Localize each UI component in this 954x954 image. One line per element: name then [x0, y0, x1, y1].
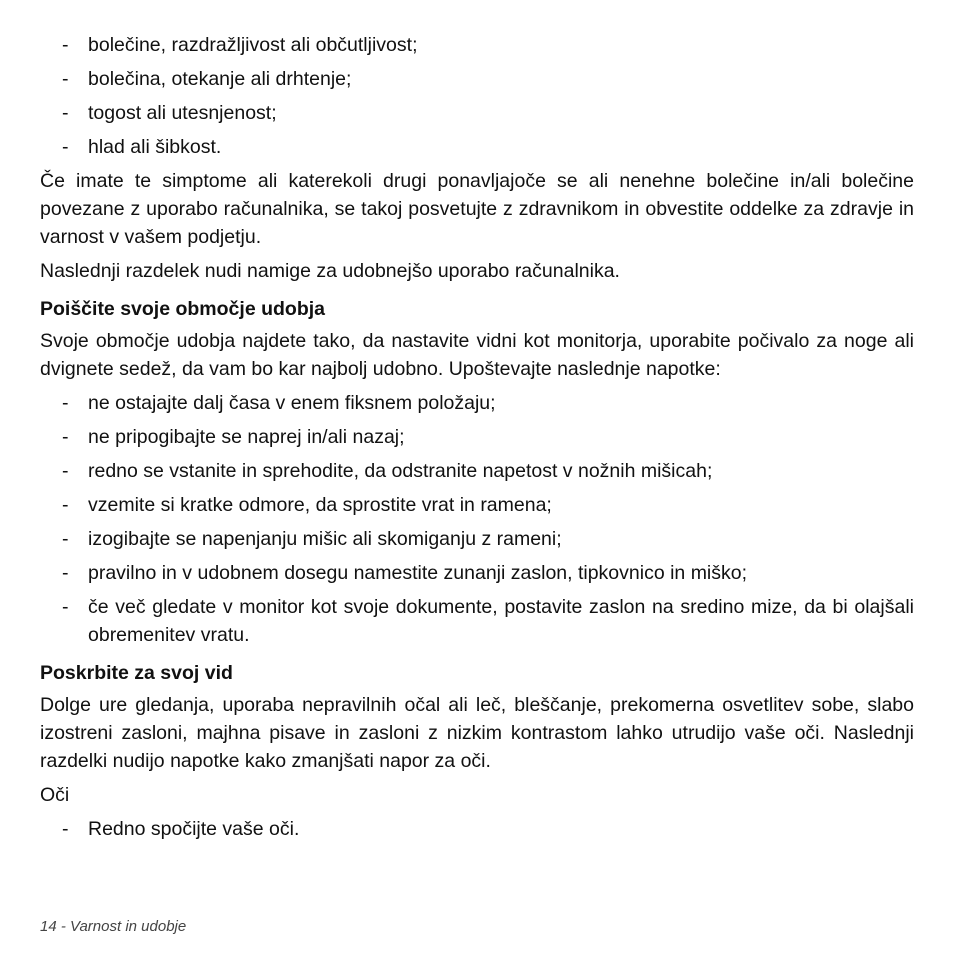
bullet-dash: -	[62, 528, 69, 550]
bullet-dash: -	[62, 426, 69, 448]
bullet-dash: -	[62, 392, 69, 414]
list-item	[40, 65, 914, 93]
list-item	[40, 99, 914, 127]
bullet-dash: -	[62, 34, 69, 56]
bullet-dash: -	[62, 460, 69, 482]
paragraph-vision: Dolge ure gledanja, uporaba nepravilnih očal ali leč, bleščanje, prekomerna osvetlitev sobe, slabo izostreni zasloni, majhna pisave in zasloni z nizkim kontrastom lahko utrudijo vaše oči. Naslednji razdelki nudijo napotke kako zmanjšati napor za oči.	[40, 694, 914, 772]
list-item	[40, 133, 914, 161]
section-heading-vision: Poskrbite za svoj vid	[40, 662, 233, 684]
list-item	[40, 491, 914, 519]
list-item-text: bolečine, razdražljivost ali občutljivost;	[88, 34, 418, 56]
list-item-text: ne ostajajte dalj časa v enem fiksnem položaju;	[88, 392, 496, 414]
paragraph-comfort-zone: Svoje območje udobja najdete tako, da nastavite vidni kot monitorja, uporabite počivalo za noge ali dvignete sedež, da vam bo kar najbolj udobno. Upoštevajte naslednje napotke:	[40, 330, 914, 380]
list-item	[40, 457, 914, 485]
list-item-text: izogibajte se napenjanju mišic ali skomiganju z rameni;	[88, 528, 562, 550]
page-footer: 14 - Varnost in udobje	[40, 918, 187, 935]
list-item	[40, 525, 914, 553]
subheading-eyes: Oči	[40, 784, 70, 806]
list-item-text: togost ali utesnjenost;	[88, 102, 277, 124]
list-item	[40, 559, 914, 587]
bullet-dash: -	[62, 68, 69, 90]
list-item-text: vzemite si kratke odmore, da sprostite vrat in ramena;	[88, 494, 552, 516]
list-item	[40, 815, 914, 843]
bullet-dash: -	[62, 102, 69, 124]
list-item	[40, 389, 914, 417]
list-item-text: ne pripogibajte se naprej in/ali nazaj;	[88, 426, 405, 448]
list-item	[40, 423, 914, 451]
section-heading-comfort-zone: Poiščite svoje območje udobja	[40, 298, 325, 320]
bullet-dash: -	[62, 562, 69, 584]
list-item-text: pravilno in v udobnem dosegu namestite zunanji zaslon, tipkovnico in miško;	[88, 562, 748, 584]
list-item-text: Redno spočijte vaše oči.	[88, 818, 300, 840]
bullet-dash: -	[62, 596, 69, 618]
bullet-dash: -	[62, 494, 69, 516]
bullet-dash: -	[62, 136, 69, 158]
bullet-dash: -	[62, 818, 69, 840]
list-item	[40, 593, 914, 649]
list-item-text: če več gledate v monitor kot svoje dokumente, postavite zaslon na sredino mize, da bi olajšali obremenitev vratu.	[88, 596, 914, 646]
list-item-text: hlad ali šibkost.	[88, 136, 222, 158]
paragraph-symptoms: Če imate te simptome ali katerekoli drugi ponavljajoče se ali nenehne bolečine in/ali bolečine povezane z uporabo računalnika, se takoj posvetujte z zdravnikom in obvestite oddelke za zdravje in varnost v vašem podjetju.	[40, 170, 914, 248]
list-item-text: redno se vstanite in sprehodite, da odstranite napetost v nožnih mišicah;	[88, 460, 713, 482]
paragraph-intro: Naslednji razdelek nudi namige za udobnejšo uporabo računalnika.	[40, 260, 620, 282]
list-item-text: bolečina, otekanje ali drhtenje;	[88, 68, 352, 90]
list-item	[40, 31, 914, 59]
document-body	[40, 31, 914, 849]
